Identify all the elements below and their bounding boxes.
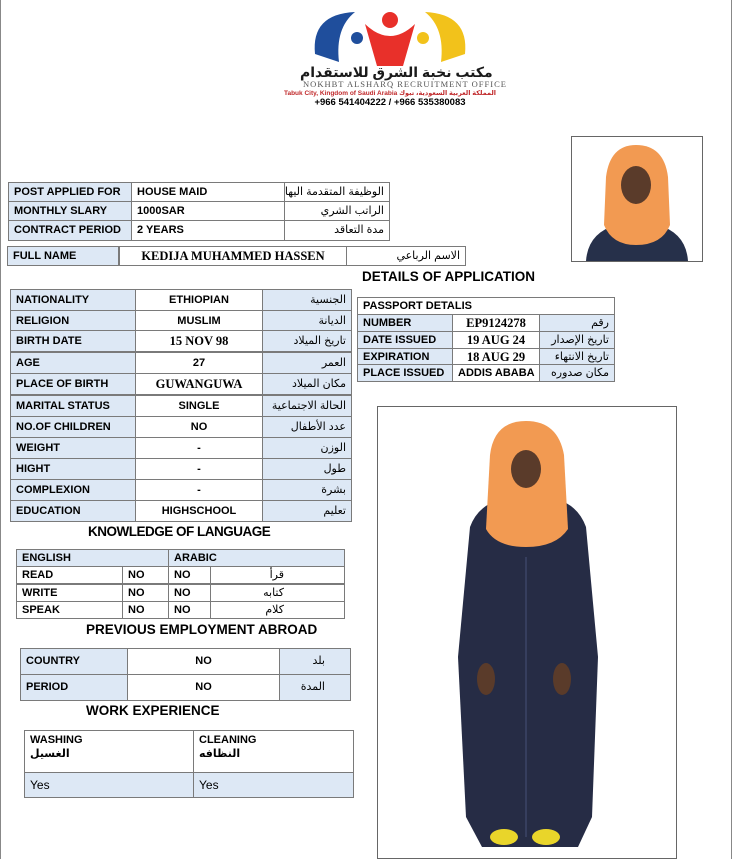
passport-label: NUMBER xyxy=(357,314,453,332)
language-skill: SPEAK xyxy=(16,601,123,619)
work-item-value: Yes xyxy=(24,772,194,798)
job-value-contract: 2 YEARS xyxy=(131,220,285,241)
personal-label: HIGHT xyxy=(10,458,136,480)
employment-title: PREVIOUS EMPLOYMENT ABROAD xyxy=(86,622,318,637)
passport-value: 19 AUG 24 xyxy=(452,331,540,349)
personal-ar: الجنسية xyxy=(262,289,352,311)
language-skill-ar: كتابه xyxy=(210,584,345,602)
logo-red-body xyxy=(365,24,415,66)
passport-ar: مكان صدوره xyxy=(539,364,615,382)
employment-value: NO xyxy=(127,674,280,701)
personal-label: EDUCATION xyxy=(10,500,136,522)
office-name-en: NOKHBT ALSHARQ RECRUITMENT OFFICE xyxy=(303,79,507,89)
language-title: KNOWLEDGE OF LANGUAGE xyxy=(88,524,271,539)
language-english-value: NO xyxy=(122,601,169,619)
personal-label: AGE xyxy=(10,352,136,374)
personal-ar: مكان الميلاد xyxy=(262,373,352,395)
employment-ar: المدة xyxy=(279,674,351,701)
passport-value: ADDIS ABABA xyxy=(452,364,540,382)
personal-ar: الحالة الاجتماعية xyxy=(262,395,352,417)
personal-value: 27 xyxy=(135,352,263,374)
job-ar-salary: الراتب الشري xyxy=(284,201,390,221)
work-item-header xyxy=(193,730,354,773)
work-title: WORK EXPERIENCE xyxy=(86,703,220,718)
employment-label: COUNTRY xyxy=(20,648,128,675)
personal-ar: تعليم xyxy=(262,500,352,522)
personal-label: NO.OF CHILDREN xyxy=(10,416,136,438)
logo-blue-arc xyxy=(315,12,355,62)
job-value-salary: 1000SAR xyxy=(131,201,285,221)
personal-value: GUWANGUWA xyxy=(135,373,263,395)
work-item-ar: الغسيل xyxy=(30,748,70,760)
personal-value: 15 NOV 98 xyxy=(135,330,263,352)
logo-yellow-arc xyxy=(425,12,465,62)
job-ar-post: الوظيفة المتقدمة اليها xyxy=(284,182,390,202)
personal-value: - xyxy=(135,437,263,459)
personal-value: NO xyxy=(135,416,263,438)
logo-blue-head xyxy=(351,32,363,44)
passport-ar: رقم xyxy=(539,314,615,332)
work-item-ar: النظافه xyxy=(199,748,241,760)
job-label-contract: CONTRACT PERIOD xyxy=(8,220,132,241)
personal-label: RELIGION xyxy=(10,310,136,332)
personal-label: NATIONALITY xyxy=(10,289,136,311)
personal-label: MARITAL STATUS xyxy=(10,395,136,417)
personal-value: - xyxy=(135,479,263,501)
personal-value: MUSLIM xyxy=(135,310,263,332)
passport-ar: تاريخ الانتهاء xyxy=(539,348,615,366)
language-arabic-value: NO xyxy=(168,601,211,619)
fullname-ar: الاسم الرباعي xyxy=(346,246,466,266)
language-english-value: NO xyxy=(122,566,169,584)
language-arabic-value: NO xyxy=(168,584,211,602)
employment-label: PERIOD xyxy=(20,674,128,701)
personal-ar: العمر xyxy=(262,352,352,374)
work-item-header xyxy=(24,730,194,773)
details-title: DETAILS OF APPLICATION xyxy=(362,269,535,284)
fullname-value: KEDIJA MUHAMMED HASSEN xyxy=(119,246,347,266)
personal-value: SINGLE xyxy=(135,395,263,417)
personal-ar: بشرة xyxy=(262,479,352,501)
language-skill: WRITE xyxy=(16,584,123,602)
logo-red-head xyxy=(382,12,398,28)
personal-value: HIGHSCHOOL xyxy=(135,500,263,522)
fullname-label: FULL NAME xyxy=(7,246,119,266)
personal-ar: الديانة xyxy=(262,310,352,332)
job-label-salary: MONTHLY SLARY xyxy=(8,201,132,221)
office-phones: +966 541404222 / +966 535380083 xyxy=(314,97,466,108)
passport-label: PLACE ISSUED xyxy=(357,364,453,382)
job-value-post: HOUSE MAID xyxy=(131,182,285,202)
employment-value: NO xyxy=(127,648,280,675)
portrait-photo xyxy=(571,136,703,262)
language-arabic-value: NO xyxy=(168,566,211,584)
personal-label: PLACE OF BIRTH xyxy=(10,373,136,395)
language-english-value: NO xyxy=(122,584,169,602)
passport-ar: تاريخ الإصدار xyxy=(539,331,615,349)
language-col-english: ENGLISH xyxy=(16,549,169,567)
work-item-value: Yes xyxy=(193,772,354,798)
passport-label: DATE ISSUED xyxy=(357,331,453,349)
personal-ar: طول xyxy=(262,458,352,480)
passport-value: EP9124278 xyxy=(452,314,540,332)
personal-label: BIRTH DATE xyxy=(10,330,136,352)
passport-label: EXPIRATION xyxy=(357,348,453,366)
passport-title: PASSPORT DETALIS xyxy=(357,297,615,315)
personal-value: - xyxy=(135,458,263,480)
work-item-en: WASHING xyxy=(30,734,83,746)
office-name-ar: مكتب نخبة الشرق للاستقدام xyxy=(300,64,493,80)
logo-yellow-head xyxy=(417,32,429,44)
personal-label: WEIGHT xyxy=(10,437,136,459)
language-skill-ar: قرأ xyxy=(210,566,345,584)
work-item-en: CLEANING xyxy=(199,734,257,746)
passport-value: 18 AUG 29 xyxy=(452,348,540,366)
personal-label: COMPLEXION xyxy=(10,479,136,501)
job-label-post: POST APPLIED FOR xyxy=(8,182,132,202)
employment-ar: بلد xyxy=(279,648,351,675)
personal-ar: عدد الأطفال xyxy=(262,416,352,438)
language-skill-ar: كلام xyxy=(210,601,345,619)
personal-ar: الوزن xyxy=(262,437,352,459)
language-skill: READ xyxy=(16,566,123,584)
language-col-arabic: ARABIC xyxy=(168,549,345,567)
job-ar-contract: مدة التعاقد xyxy=(284,220,390,241)
office-address: Tabuk City, Kingdom of Saudi Arabia المملكة العربية السعودية، تبوك xyxy=(283,90,497,97)
personal-value: ETHIOPIAN xyxy=(135,289,263,311)
personal-ar: تاريخ الميلاد xyxy=(262,330,352,352)
full-body-photo xyxy=(377,406,677,859)
